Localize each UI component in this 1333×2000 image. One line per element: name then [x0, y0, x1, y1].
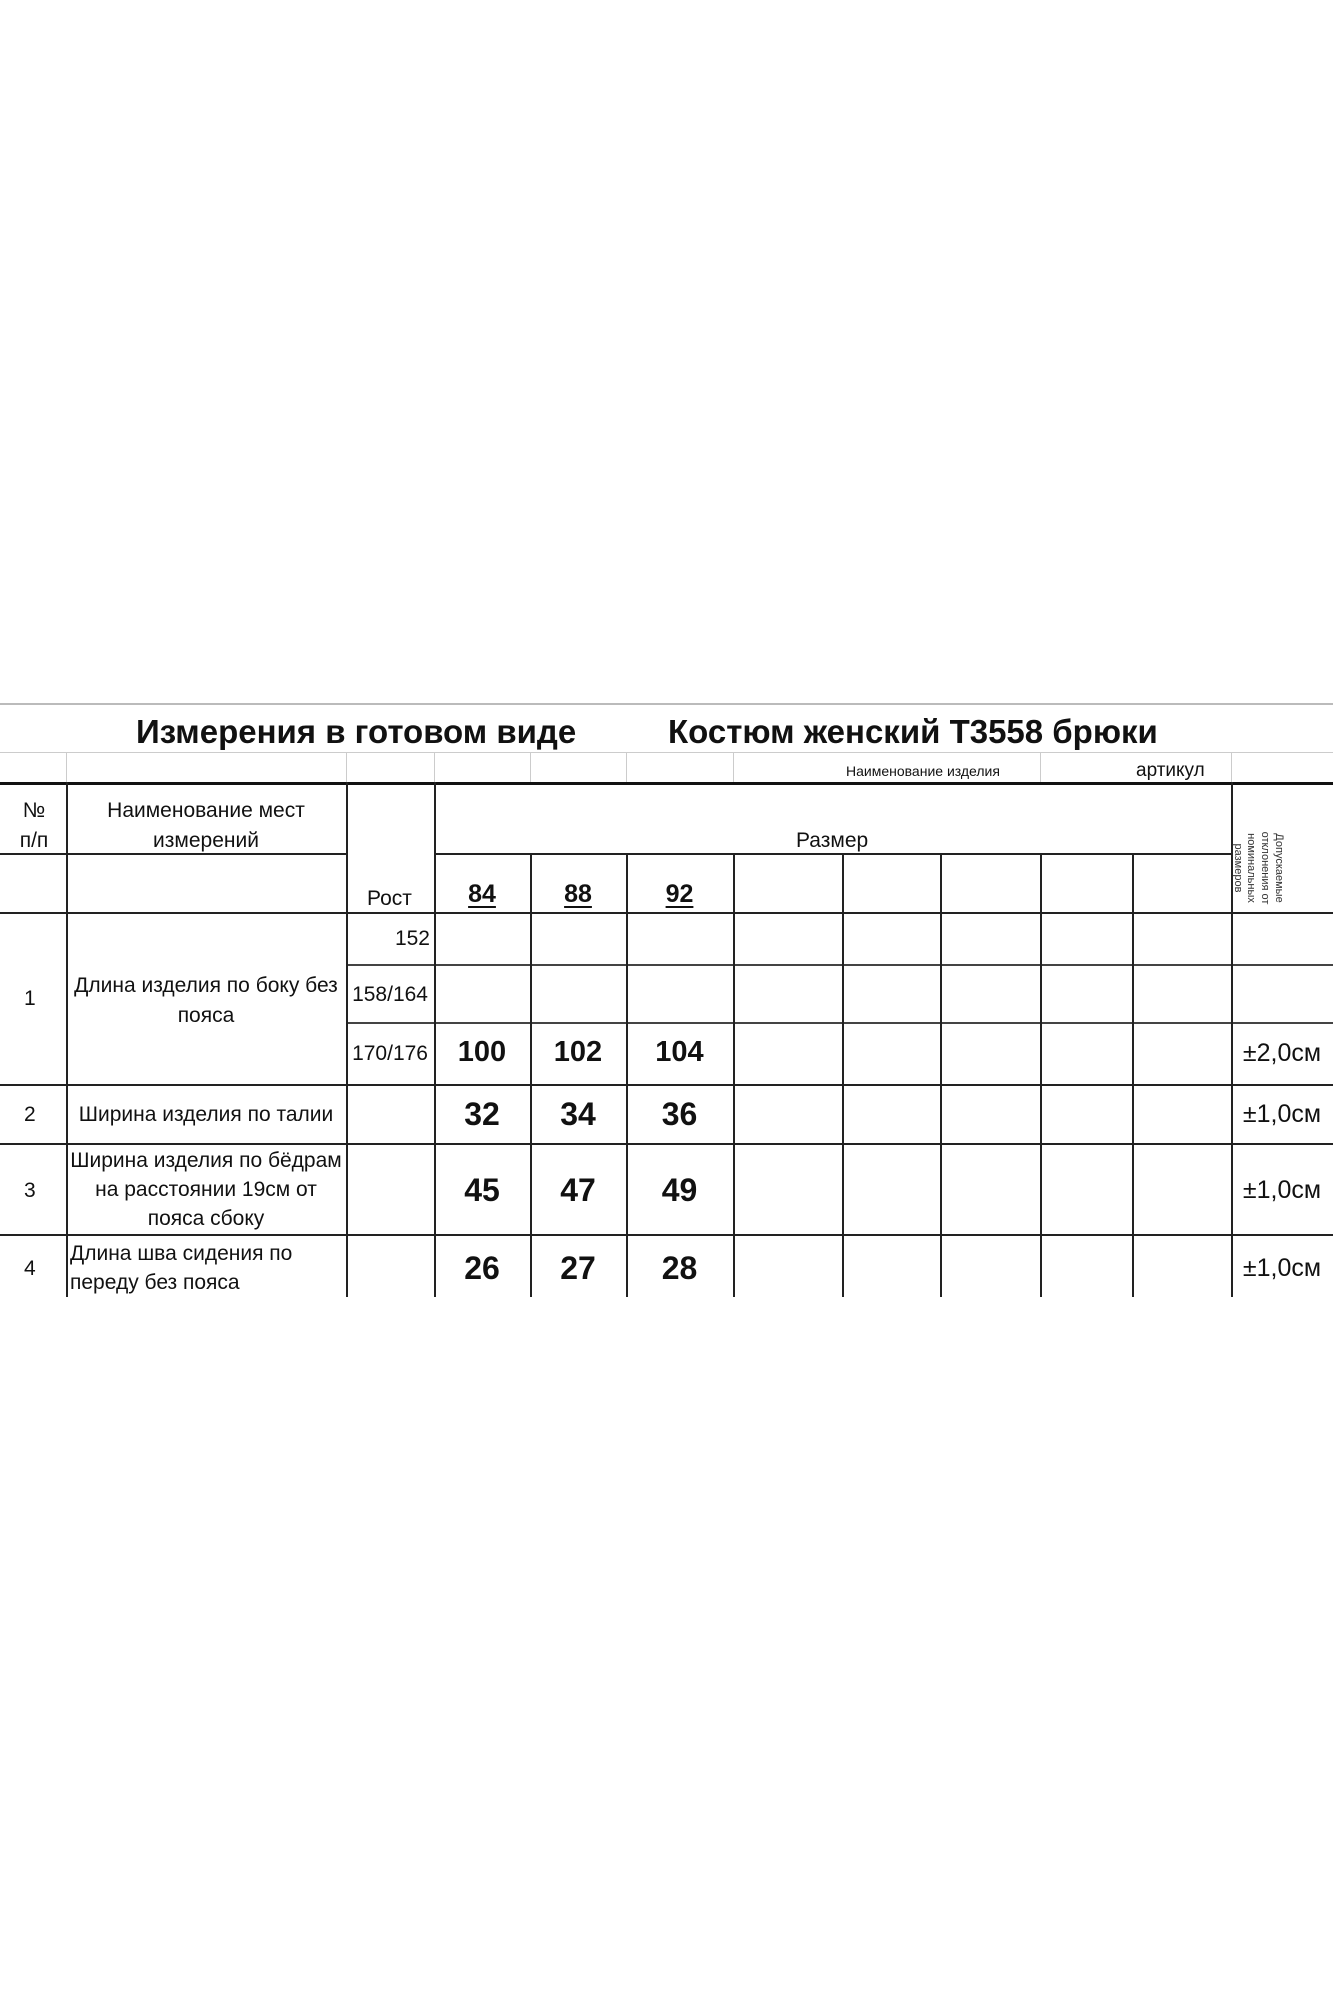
name-col-line — [346, 782, 348, 1297]
product-name-caption: Наименование изделия — [846, 763, 1000, 779]
tolerance-col-header: Допускаемые отклонения от номинальных размеров — [1231, 831, 1285, 905]
row-3-name: Ширина изделия по бёдрам на расстоянии 19см от пояса сбоку — [70, 1149, 342, 1230]
row-4-value-92: 28 — [661, 1250, 698, 1286]
row-2-value-88: 34 — [560, 1096, 596, 1132]
row-4-value-88: 27 — [560, 1250, 596, 1286]
row-1-name: Длина изделия по боку без пояса — [74, 974, 338, 1027]
row-1-value-88: 102 — [553, 1036, 603, 1068]
row-1-value-84: 100 — [457, 1036, 507, 1068]
row-3-value-92: 49 — [661, 1172, 698, 1208]
name-col-header: Наименование мест измерений — [107, 799, 305, 852]
row-2-value-84: 32 — [464, 1096, 500, 1132]
row-1-height-158: 158/164 — [352, 983, 428, 1006]
row-1-height-170: 170/176 — [352, 1042, 428, 1065]
size-84-header: 84 — [468, 880, 496, 908]
article-caption: артикул — [1136, 760, 1205, 781]
size-88-header: 88 — [564, 880, 592, 908]
size-col-line — [842, 853, 844, 1297]
size-col-line — [940, 853, 942, 1297]
title-col-line — [626, 752, 627, 782]
sheet-title: Измерения в готовом виде — [136, 713, 577, 750]
size-col-header: Размер — [796, 829, 869, 852]
size-col-line — [1040, 853, 1042, 1297]
sheet-top-border — [0, 703, 1333, 705]
size-92-header: 92 — [665, 880, 694, 908]
row-4-num: 4 — [24, 1257, 36, 1280]
row-4-name: Длина шва сидения по переду без пояса — [70, 1242, 293, 1294]
title-col-line — [66, 752, 67, 782]
row1-sub2-line — [346, 1022, 1333, 1024]
size-col-line — [530, 853, 532, 1297]
title-col-line — [530, 752, 531, 782]
row-4-value-84: 26 — [464, 1250, 500, 1286]
row-3-value-84: 45 — [464, 1172, 500, 1208]
size-col-line — [733, 853, 735, 1297]
row-2-value-92: 36 — [661, 1096, 698, 1132]
size-row-line — [434, 853, 1231, 855]
row-1-num: 1 — [24, 987, 36, 1010]
row-2-name: Ширина изделия по талии — [78, 1103, 334, 1126]
title-col-line — [1040, 752, 1041, 782]
num-col-header: № п/п — [19, 799, 49, 852]
title-col-line — [733, 752, 734, 782]
row1-sub1-line — [346, 964, 1333, 966]
row-3-num: 3 — [24, 1179, 36, 1202]
row-1-value-92: 104 — [655, 1036, 704, 1068]
title-col-line — [346, 752, 347, 782]
title-col-line — [1231, 752, 1232, 782]
size-col-line — [1132, 853, 1134, 1297]
row-2-num: 2 — [24, 1103, 36, 1126]
height-col-header: Рост — [367, 887, 412, 910]
size-col-line — [626, 853, 628, 1297]
row-2-tolerance: ±1,0см — [1242, 1100, 1322, 1128]
row-4-tolerance: ±1,0см — [1242, 1254, 1322, 1282]
row-1-tolerance: ±2,0см — [1242, 1039, 1322, 1067]
row-1-height-152: 152 — [394, 927, 430, 950]
title-col-line — [434, 752, 435, 782]
product-title: Костюм женский Т3558 брюки — [668, 713, 1158, 750]
title-row-border — [0, 752, 1333, 753]
row-3-value-88: 47 — [560, 1172, 596, 1208]
row-3-tolerance: ±1,0см — [1242, 1176, 1322, 1204]
table-top-border — [0, 782, 1333, 785]
